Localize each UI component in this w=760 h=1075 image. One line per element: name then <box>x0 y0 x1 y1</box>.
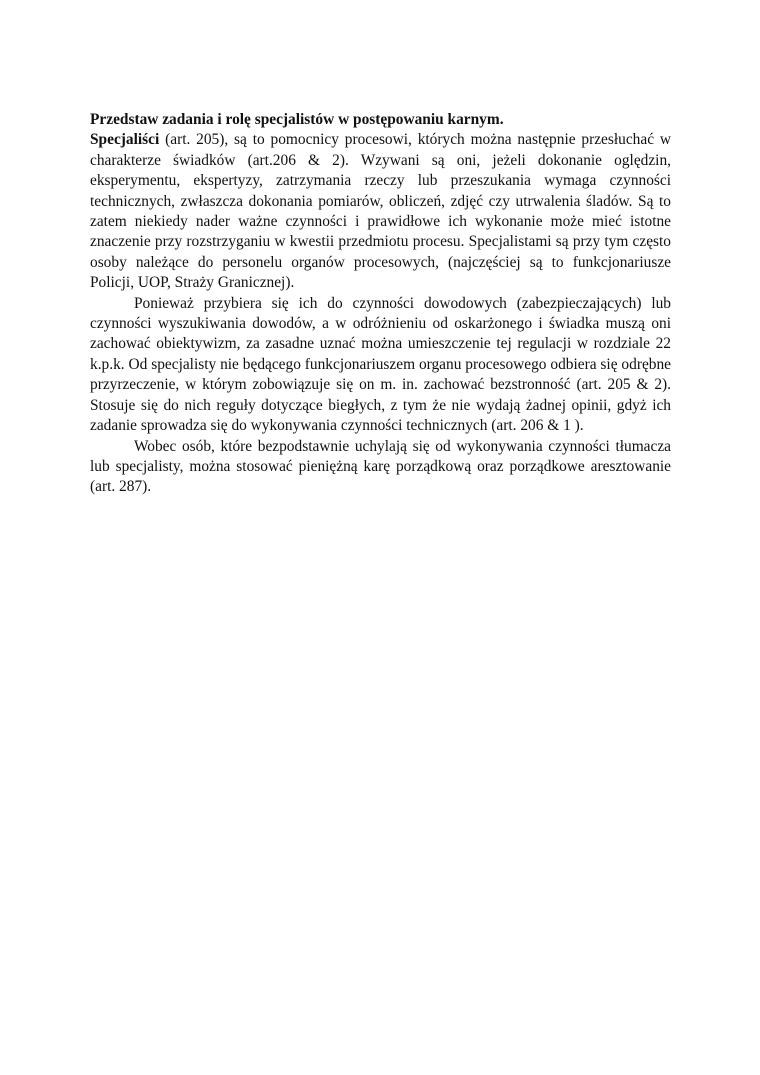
paragraph-1-text: (art. 205), są to pomocnicy procesowi, których można następnie przesłuchać w charakterze świadków (art.206 & 2). Wzywani są oni, jeżeli dokonanie oględzin, eksperymentu, ekspertyzy, zatrzymania rzeczy lub przeszukania wymaga czynności technicznych, zwłaszcza dokonania pomiarów, obliczeń, zdjęć czy utrwalenia śladów. Są to zatem niekiedy nader ważne czynności i prawidłowe ich wykonanie może mieć istotne znaczenie przy rozstrzyganiu w kwestii przedmiotu procesu. Specjalistami są przy tym często osoby należące do personelu organów procesowych, (najczęściej są to funkcjonariusze Policji, UOP, Straży Granicznej). <box>90 131 671 292</box>
document-body <box>90 110 671 498</box>
paragraph-2: Ponieważ przybiera się ich do czynności dowodowych (zabezpieczających) lub czynności wyszukiwania dowodów, a w odróżnieniu od oskarżonego i świadka muszą oni zachować obiektywizm, za zasadne uznać można umieszczenie tej regulacji w rozdziale 22 k.p.k. Od specjalisty nie będącego funkcjonariuszem organu procesowego odbiera się odrębne przyrzeczenie, w którym zobowiązuje się on m. in. zachować bezstronność (art. 205 & 2). Stosuje się do nich reguły dotyczące biegłych, z tym że nie wydają żadnej opinii, gdyż ich zadanie sprowadza się do wykonywania czynności technicznych (art. 206 & 1 ). <box>90 294 671 435</box>
document-title: Przedstaw zadania i rolę specjalistów w postępowaniu karnym. <box>90 111 504 128</box>
paragraph-1 <box>90 130 671 293</box>
paragraph-3: Wobec osób, które bezpodstawnie uchylają się od wykonywania czynności tłumacza lub specjalisty, można stosować pieniężną karę porządkową oraz porządkowe aresztowanie (art. 287). <box>90 437 671 496</box>
term-specjalisci: Specjaliści <box>90 131 160 149</box>
